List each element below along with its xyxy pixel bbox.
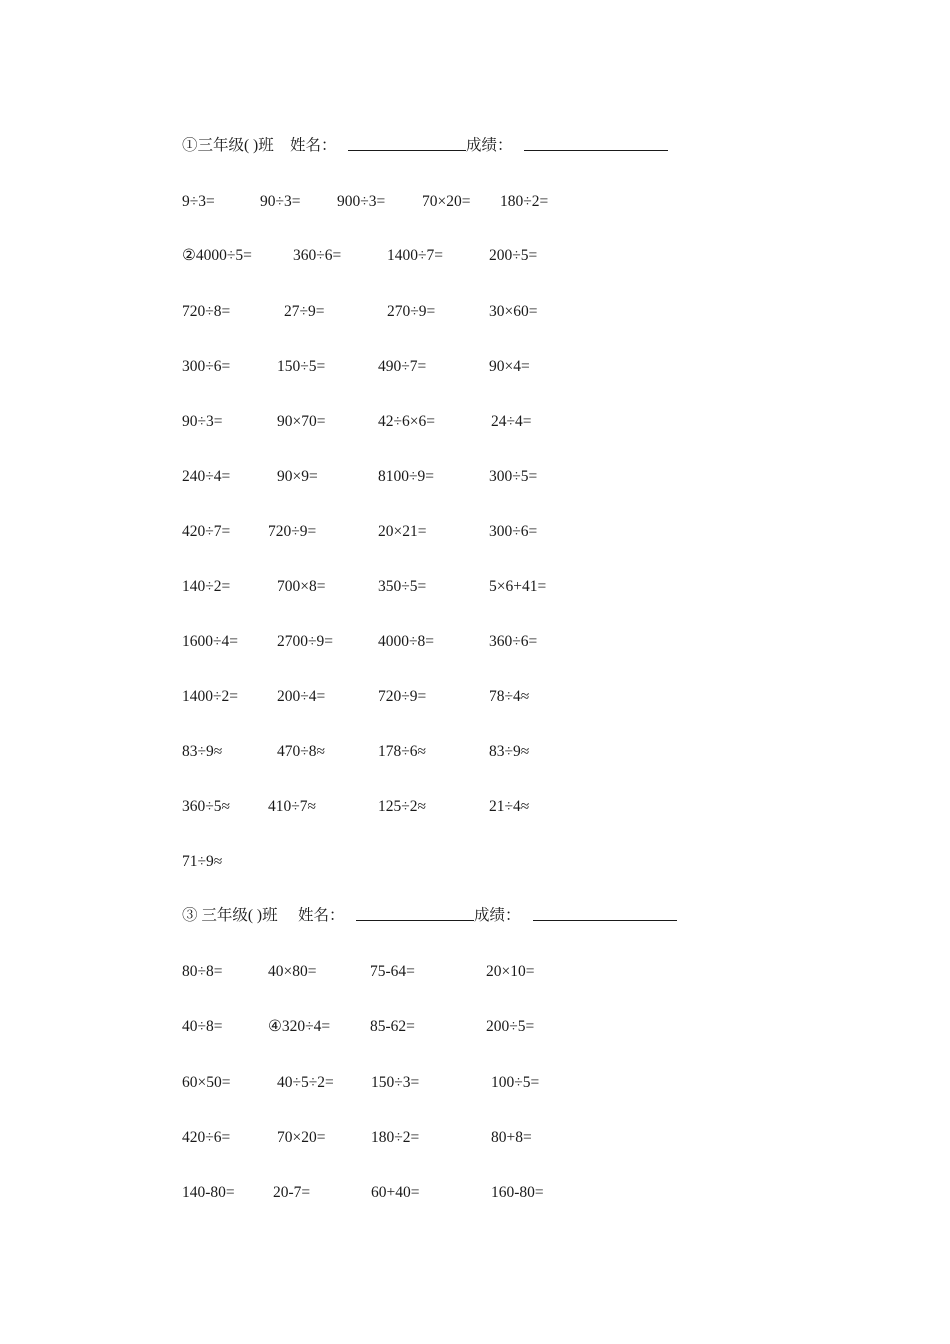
math-problem: 240÷4= — [182, 468, 231, 485]
math-problem: 30×60= — [489, 303, 538, 320]
math-problem: 490÷7= — [378, 358, 427, 375]
math-problem: 21÷4≈ — [489, 798, 530, 815]
math-problem: 60+40= — [371, 1184, 420, 1201]
math-problem: 900÷3= — [337, 193, 386, 210]
math-problem: 70×20= — [277, 1129, 326, 1146]
math-problem: 720÷8= — [182, 303, 231, 320]
math-problem: 150÷5= — [277, 358, 326, 375]
math-problem: 90×70= — [277, 413, 326, 430]
math-problem: 410÷7≈ — [268, 798, 317, 815]
math-problem: 420÷7= — [182, 523, 231, 540]
math-problem: 140-80= — [182, 1184, 235, 1201]
math-problem: 360÷5≈ — [182, 798, 231, 815]
math-problem: 83÷9≈ — [489, 743, 530, 760]
class-label: ①三年级( )班 — [182, 137, 274, 154]
math-problem: 8100÷9= — [378, 468, 434, 485]
math-problem: 360÷6= — [489, 633, 538, 650]
math-problem: 42÷6×6= — [378, 413, 435, 430]
math-problem: 720÷9= — [268, 523, 317, 540]
math-problem: 40÷5÷2= — [277, 1074, 334, 1091]
math-problem: 200÷4= — [277, 688, 326, 705]
math-problem: 80+8= — [491, 1129, 532, 1146]
name-label: 姓名： — [290, 137, 337, 154]
math-problem: 60×50= — [182, 1074, 231, 1091]
math-problem: 180÷2= — [500, 193, 549, 210]
math-problem: 27÷9= — [284, 303, 325, 320]
math-problem: 360÷6= — [293, 247, 342, 264]
math-problem: 700×8= — [277, 578, 326, 595]
math-problem: 9÷3= — [182, 193, 215, 210]
math-problem: 71÷9≈ — [182, 853, 223, 870]
math-problem: 24÷4= — [491, 413, 532, 430]
math-problem: 20×21= — [378, 523, 427, 540]
math-problem: 75-64= — [370, 963, 415, 980]
math-problem: 270÷9= — [387, 303, 436, 320]
math-problem: 2700÷9= — [277, 633, 333, 650]
math-problem: 470÷8≈ — [277, 743, 326, 760]
math-problem: 1400÷7= — [387, 247, 443, 264]
math-problem: 160-80= — [491, 1184, 544, 1201]
math-problem: 80÷8= — [182, 963, 223, 980]
score-label: 成绩： — [474, 907, 521, 924]
math-problem: 150÷3= — [371, 1074, 420, 1091]
math-problem: 300÷6= — [182, 358, 231, 375]
math-problem: ②4000÷5= — [182, 247, 252, 264]
math-problem: 85-62= — [370, 1018, 415, 1035]
score-label: 成绩： — [466, 137, 513, 154]
math-problem: 420÷6= — [182, 1129, 231, 1146]
math-problem: 350÷5= — [378, 578, 427, 595]
math-problem: 90÷3= — [260, 193, 301, 210]
math-problem: 90÷3= — [182, 413, 223, 430]
class-label: ③ 三年级( )班 — [182, 907, 278, 924]
math-problem: 78÷4≈ — [489, 688, 530, 705]
math-problem: 70×20= — [422, 193, 471, 210]
math-problem: ④320÷4= — [268, 1018, 331, 1035]
math-problem: 300÷5= — [489, 468, 538, 485]
math-problem: 20×10= — [486, 963, 535, 980]
math-problem: 90×9= — [277, 468, 318, 485]
math-problem: 720÷9= — [378, 688, 427, 705]
math-problem: 178÷6≈ — [378, 743, 427, 760]
math-problem: 100÷5= — [491, 1074, 540, 1091]
math-problem: 1600÷4= — [182, 633, 238, 650]
math-problem: 83÷9≈ — [182, 743, 223, 760]
math-problem: 1400÷2= — [182, 688, 238, 705]
math-problem: 300÷6= — [489, 523, 538, 540]
math-problem: 4000÷8= — [378, 633, 434, 650]
math-problem: 140÷2= — [182, 578, 231, 595]
math-problem: 40÷8= — [182, 1018, 223, 1035]
math-problem: 90×4= — [489, 358, 530, 375]
math-problem: 20-7= — [273, 1184, 311, 1201]
math-problem: 180÷2= — [371, 1129, 420, 1146]
name-label: 姓名： — [298, 907, 345, 924]
math-problem: 125÷2≈ — [378, 798, 427, 815]
math-problem: 200÷5= — [486, 1018, 535, 1035]
math-problem: 40×80= — [268, 963, 317, 980]
math-problem: 200÷5= — [489, 247, 538, 264]
math-problem: 5×6+41= — [489, 578, 547, 595]
